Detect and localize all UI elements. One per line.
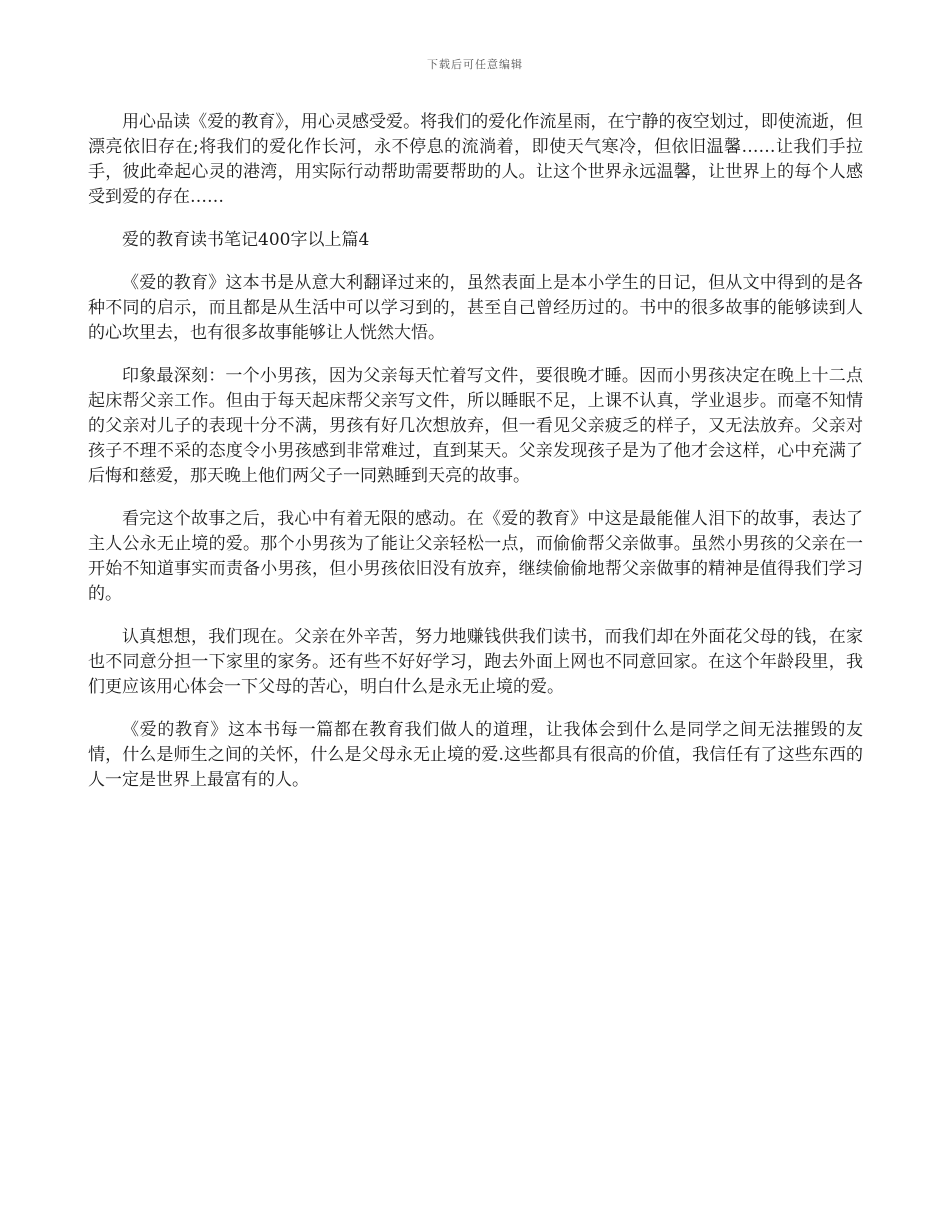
paragraph-conclusion: 《爱的教育》这本书每一篇都在教育我们做人的道理，让我体会到什么是同学之间无法摧毁的友情，什么是师生之间的关怀，什么是父母永无止境的爱.这些都具有很高的价值，我信任有了这些东西的人一定是世界上最富有的人。 (88, 720, 863, 790)
page-header: 下载后可任意编辑 (427, 58, 523, 71)
paragraph-reflection: 看完这个故事之后，我心中有着无限的感动。在《爱的教育》中这是最能催人泪下的故事，表达了主人公永无止境的爱。那个小男孩为了能让父亲轻松一点，而偷偷帮父亲做事。虽然小男孩的父亲在一开始不知道事实而责备小男孩，但小男孩依旧没有放弃，继续偷偷地帮父亲做事的精神是值得我们学习的。 (88, 509, 863, 604)
paragraph-thoughts: 认真想想，我们现在。父亲在外辛苦，努力地赚钱供我们读书，而我们却在外面花父母的钱，在家也不同意分担一下家里的家务。还有些不好好学习，跑去外面上网也不同意回家。在这个年龄段里，我们更应该用心体会一下父母的苦心，明白什么是永无止境的爱。 (88, 627, 863, 697)
document-body (88, 110, 863, 811)
section-heading: 爱的教育读书笔记400字以上篇4 (122, 230, 370, 250)
paragraph-story: 印象最深刻：一个小男孩，因为父亲每天忙着写文件，要很晚才睡。因而小男孩决定在晚上十二点起床帮父亲工作。但由于每天起床帮父亲写文件，所以睡眠不足，上课不认真，学业退步。而毫不知情的父亲对儿子的表现十分不满，男孩有好几次想放弃，但一看见父亲疲乏的样子，又无法放弃。父亲对孩子不理不采的态度令小男孩感到非常难过，直到某天。父亲发现孩子是为了他才会这样，心中充满了后悔和慈爱，那天晚上他们两父子一同熟睡到天亮的故事。 (88, 366, 863, 486)
paragraph-intro: 用心品读《爱的教育》，用心灵感受爱。将我们的爱化作流星雨，在宁静的夜空划过，即使流逝，但漂亮依旧存在;将我们的爱化作长河，永不停息的流淌着，即使天气寒冷，但依旧温馨……让我们手拉手，彼此牵起心灵的港湾，用实际行动帮助需要帮助的人。让这个世界永远温馨，让世界上的每个人感受到爱的存在…… (88, 112, 863, 207)
paragraph-book-intro: 《爱的教育》这本书是从意大利翻译过来的，虽然表面上是本小学生的日记，但从文中得到的是各种不同的启示，而且都是从生活中可以学习到的，甚至自己曾经历过的。书中的很多故事的能够读到人的心坎里去，也有很多故事能够让人恍然大悟。 (88, 273, 863, 343)
